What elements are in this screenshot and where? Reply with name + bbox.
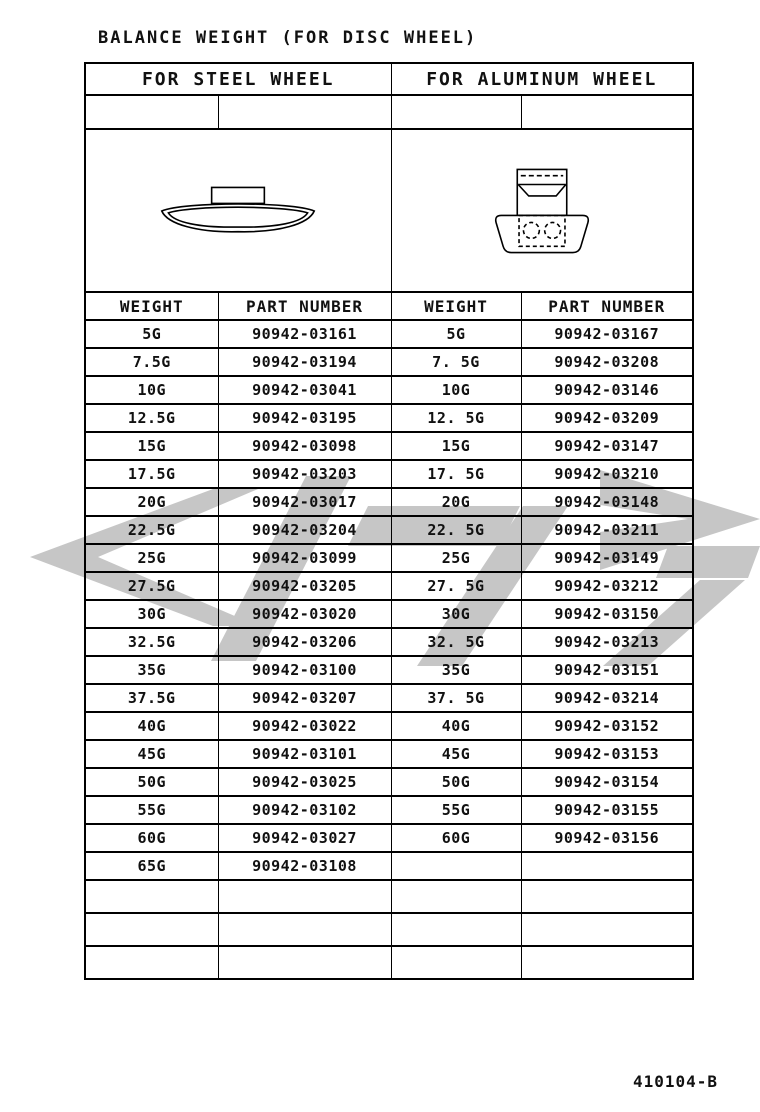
table-row <box>85 852 693 880</box>
table-row <box>85 824 693 852</box>
alum-weight-cell: 12. 5G <box>391 404 521 432</box>
steel-weight-cell: 45G <box>85 740 218 768</box>
steel-part-cell: 90942-03205 <box>218 572 391 600</box>
spacer-cell <box>521 95 693 129</box>
steel-weight-cell: 12.5G <box>85 404 218 432</box>
steel-part-cell: 90942-03108 <box>218 852 391 880</box>
alum-part-cell: 90942-03152 <box>521 712 693 740</box>
steel-part-cell: 90942-03206 <box>218 628 391 656</box>
steel-weight-cell: 25G <box>85 544 218 572</box>
col-header-steel-part: PART NUMBER <box>218 292 391 320</box>
table-row <box>85 488 693 516</box>
alum-weight-cell: 30G <box>391 600 521 628</box>
table-row <box>85 432 693 460</box>
table-row <box>85 712 693 740</box>
alum-weight-cell <box>391 852 521 880</box>
alum-part-cell: 90942-03154 <box>521 768 693 796</box>
steel-part-cell: 90942-03101 <box>218 740 391 768</box>
alum-part-cell <box>521 852 693 880</box>
empty-cell <box>85 946 218 979</box>
steel-weight-cell: 60G <box>85 824 218 852</box>
doc-number: 410104-B <box>633 1072 719 1091</box>
alum-part-cell: 90942-03155 <box>521 796 693 824</box>
empty-cell <box>391 913 521 946</box>
empty-cell <box>391 880 521 913</box>
steel-part-cell: 90942-03161 <box>218 320 391 348</box>
balance-weight-table <box>84 62 694 980</box>
spacer-row <box>85 95 693 129</box>
alum-weight-cell: 15G <box>391 432 521 460</box>
alum-part-cell: 90942-03151 <box>521 656 693 684</box>
alum-weight-cell: 10G <box>391 376 521 404</box>
steel-balance-weight-icon <box>158 185 318 237</box>
alum-part-cell: 90942-03146 <box>521 376 693 404</box>
table-row <box>85 796 693 824</box>
steel-part-cell: 90942-03194 <box>218 348 391 376</box>
steel-weight-cell: 35G <box>85 656 218 684</box>
steel-weight-cell: 50G <box>85 768 218 796</box>
alum-weight-cell: 27. 5G <box>391 572 521 600</box>
steel-weight-cell: 32.5G <box>85 628 218 656</box>
steel-part-cell: 90942-03195 <box>218 404 391 432</box>
steel-part-cell: 90942-03025 <box>218 768 391 796</box>
alum-part-cell: 90942-03211 <box>521 516 693 544</box>
alum-part-cell: 90942-03156 <box>521 824 693 852</box>
steel-weight-cell: 65G <box>85 852 218 880</box>
table-row <box>85 684 693 712</box>
alum-weight-cell: 5G <box>391 320 521 348</box>
table-row <box>85 544 693 572</box>
alum-part-cell: 90942-03213 <box>521 628 693 656</box>
table-body <box>85 320 693 979</box>
alum-weight-cell: 60G <box>391 824 521 852</box>
spacer-cell <box>85 95 218 129</box>
section-header-steel: FOR STEEL WHEEL <box>85 63 391 95</box>
alum-weight-cell: 35G <box>391 656 521 684</box>
aluminum-balance-weight-icon <box>489 165 595 257</box>
alum-part-cell: 90942-03210 <box>521 460 693 488</box>
steel-weight-cell: 7.5G <box>85 348 218 376</box>
steel-part-cell: 90942-03020 <box>218 600 391 628</box>
col-header-steel-weight: WEIGHT <box>85 292 218 320</box>
steel-weight-cell: 15G <box>85 432 218 460</box>
alum-weight-cell: 55G <box>391 796 521 824</box>
steel-weight-cell: 30G <box>85 600 218 628</box>
section-header-aluminum: FOR ALUMINUM WHEEL <box>391 63 693 95</box>
table-row <box>85 404 693 432</box>
table-row <box>85 600 693 628</box>
alum-part-cell: 90942-03153 <box>521 740 693 768</box>
alum-weight-cell: 25G <box>391 544 521 572</box>
steel-part-cell: 90942-03017 <box>218 488 391 516</box>
table-row <box>85 320 693 348</box>
steel-weight-diagram-cell <box>85 129 391 292</box>
empty-cell <box>85 913 218 946</box>
alum-part-cell: 90942-03167 <box>521 320 693 348</box>
page-title: BALANCE WEIGHT (FOR DISC WHEEL) <box>98 28 478 48</box>
steel-part-cell: 90942-03027 <box>218 824 391 852</box>
alum-weight-cell: 37. 5G <box>391 684 521 712</box>
table-row <box>85 348 693 376</box>
section-header-row <box>85 63 693 95</box>
alum-part-cell: 90942-03212 <box>521 572 693 600</box>
table-row <box>85 460 693 488</box>
alum-weight-cell: 22. 5G <box>391 516 521 544</box>
alum-part-cell: 90942-03209 <box>521 404 693 432</box>
alum-part-cell: 90942-03149 <box>521 544 693 572</box>
empty-cell <box>218 913 391 946</box>
alum-weight-cell: 32. 5G <box>391 628 521 656</box>
empty-cell <box>521 913 693 946</box>
alum-part-cell: 90942-03150 <box>521 600 693 628</box>
alum-weight-cell: 45G <box>391 740 521 768</box>
table-row <box>85 572 693 600</box>
steel-part-cell: 90942-03099 <box>218 544 391 572</box>
table-row <box>85 740 693 768</box>
table-row <box>85 516 693 544</box>
col-header-alum-part: PART NUMBER <box>521 292 693 320</box>
alum-weight-cell: 17. 5G <box>391 460 521 488</box>
diagram-row <box>85 129 693 292</box>
steel-weight-cell: 27.5G <box>85 572 218 600</box>
steel-weight-cell: 10G <box>85 376 218 404</box>
steel-part-cell: 90942-03204 <box>218 516 391 544</box>
table-row <box>85 656 693 684</box>
empty-cell <box>218 946 391 979</box>
empty-table-row <box>85 880 693 913</box>
empty-cell <box>521 880 693 913</box>
steel-part-cell: 90942-03100 <box>218 656 391 684</box>
empty-cell <box>85 880 218 913</box>
alum-part-cell: 90942-03208 <box>521 348 693 376</box>
steel-part-cell: 90942-03102 <box>218 796 391 824</box>
alum-weight-cell: 50G <box>391 768 521 796</box>
empty-table-row <box>85 946 693 979</box>
table-row <box>85 768 693 796</box>
empty-cell <box>521 946 693 979</box>
empty-cell <box>218 880 391 913</box>
col-header-alum-weight: WEIGHT <box>391 292 521 320</box>
table-row <box>85 628 693 656</box>
column-header-row <box>85 292 693 320</box>
steel-weight-cell: 37.5G <box>85 684 218 712</box>
steel-weight-cell: 20G <box>85 488 218 516</box>
spacer-cell <box>391 95 521 129</box>
steel-part-cell: 90942-03203 <box>218 460 391 488</box>
empty-table-row <box>85 913 693 946</box>
alum-weight-cell: 40G <box>391 712 521 740</box>
steel-part-cell: 90942-03041 <box>218 376 391 404</box>
table-row <box>85 376 693 404</box>
alum-part-cell: 90942-03148 <box>521 488 693 516</box>
steel-part-cell: 90942-03022 <box>218 712 391 740</box>
empty-cell <box>391 946 521 979</box>
aluminum-weight-diagram-cell <box>391 129 693 292</box>
spacer-cell <box>218 95 391 129</box>
alum-part-cell: 90942-03147 <box>521 432 693 460</box>
steel-weight-cell: 22.5G <box>85 516 218 544</box>
steel-part-cell: 90942-03098 <box>218 432 391 460</box>
steel-weight-cell: 17.5G <box>85 460 218 488</box>
alum-weight-cell: 7. 5G <box>391 348 521 376</box>
steel-weight-cell: 5G <box>85 320 218 348</box>
steel-weight-cell: 55G <box>85 796 218 824</box>
alum-part-cell: 90942-03214 <box>521 684 693 712</box>
steel-part-cell: 90942-03207 <box>218 684 391 712</box>
alum-weight-cell: 20G <box>391 488 521 516</box>
steel-weight-cell: 40G <box>85 712 218 740</box>
